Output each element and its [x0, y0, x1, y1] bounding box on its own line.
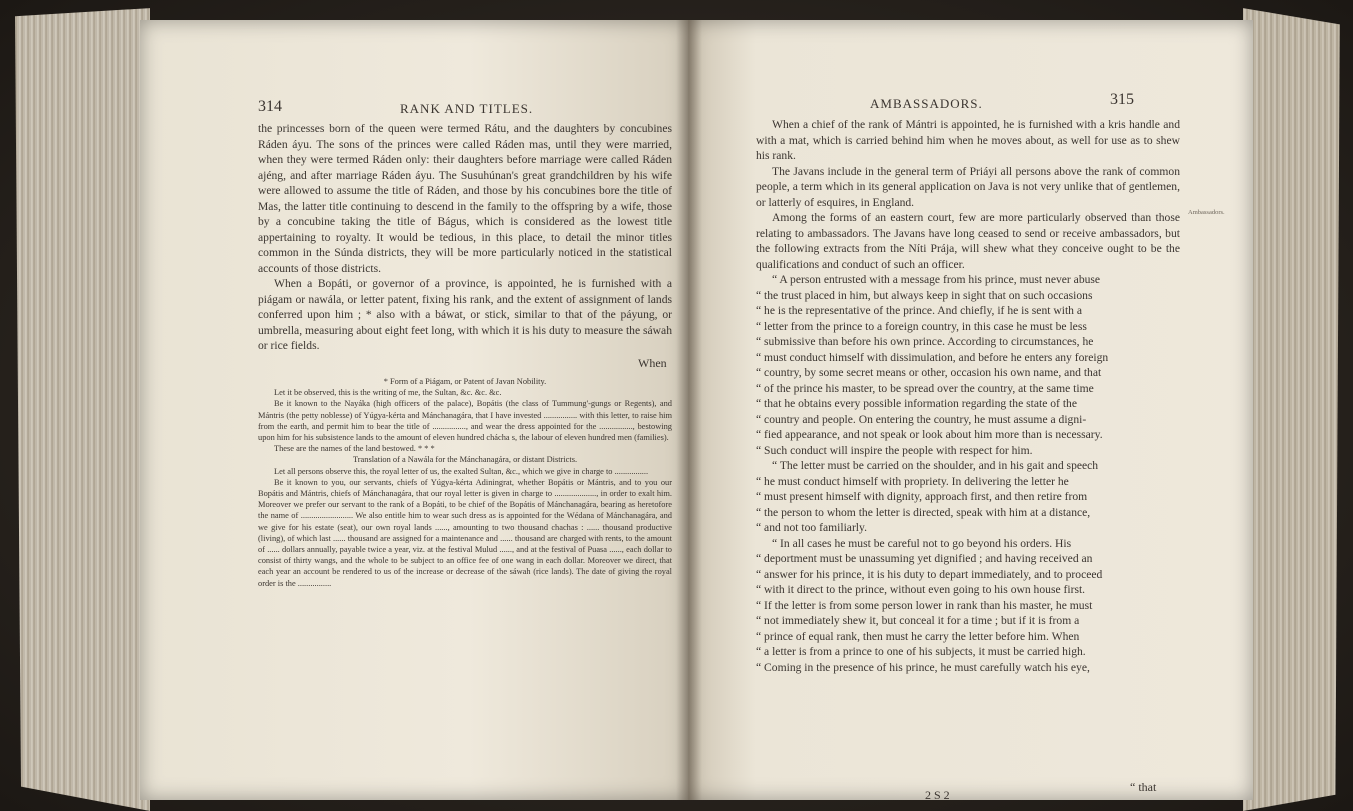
quote-line: “ Such conduct will inspire the people with respect for him.: [756, 443, 1033, 457]
quote-line: “ a letter is from a prince to one of his subjects, it must be carried high.: [756, 645, 1086, 658]
footnote-para-2: Be it known to the Nayáka (high officers of the palace), Bopátis (the class of Tummung'-gungs or Regents), and Mántris (the petty noblesse) of Yúgya-kérta and Mánchanagára, that I have invested ................ with this letter, to raise him from the earth, and permit him to bear the title of ................, and wear the dress appointed for the ................, bestowing upon him for his subsistence lands to the amount of eleven hundred chácha s, the labour of eleven hundred men (families).: [258, 399, 672, 443]
footnote-para-4: Let all persons observe this, the royal letter of us, the exalted Sultan, &c., which we give in charge to ................: [274, 466, 649, 476]
left-paragraph-2: When a Bopáti, or governor of a province, is appointed, he is furnished with a piágam or nawála, or letter patent, fixing his rank, and the extent of assignment of lands conferred upon him ; * also with a báwat, or stick, similar to that of the páyung, or umbrella, measuring about eight feet long, with which it is his duty to measure the sáwah or rice fields.: [258, 277, 672, 352]
quote-line: “ answer for his prince, it is his duty to depart immediately, and to proceed: [756, 567, 1103, 581]
quote-line: “ and not too familiarly.: [756, 521, 867, 534]
quote-line: “ Coming in the presence of his prince, he must carefully watch his eye,: [756, 660, 1090, 674]
quote-line: “ with it direct to the prince, without even going to his own house first.: [756, 583, 1086, 596]
quote-line: “ he must conduct himself with propriety. In delivering the letter he: [756, 474, 1069, 488]
left-page-edges: [0, 0, 150, 811]
right-paragraph-1: When a chief of the rank of Mántri is appointed, he is furnished with a kris handle and with a mat, which is carried behind him when he moves about, as well for use as to shew his rank.: [756, 118, 1180, 162]
quote-line: “ deportment must be unassuming yet dignified ; and having received an: [756, 552, 1093, 565]
quote-line: “ he is the representative of the prince. And chiefly, if he is sent with a: [756, 304, 1083, 317]
left-running-head: RANK AND TITLES.: [400, 101, 534, 116]
right-running-head: AMBASSADORS.: [870, 96, 983, 111]
left-paragraph-1: the princesses born of the queen were termed Rátu, and the daughters by concubines Ráden áyu. The sons of the princes were called Ráden mas, until they were married, when they were termed Ráden only: their daughters before marriage were called Ráden ajéng, and after marriage Ráden áyu. The Susuhúnan's great grandchildren by his wife were allowed to assume the title of Ráden, and those by his concubines bore the title of Mas, the latter title continuing to descend in the family to the offspring by a wife, those by a concubine taking the title of Bágus, which is considered as the lowest title appertaining to royalty. It would be tedious, in this place, to detail the minor titles common in the Súnda districts, they will be more particularly noticed in the statistical accounts of those districts.: [258, 122, 672, 275]
right-body: [756, 117, 1180, 675]
left-page-number: 314: [258, 98, 282, 115]
right-page-edges: [1243, 0, 1353, 811]
quote-line: “ submissive than before his own prince. According to circumstances, he: [756, 335, 1094, 348]
quote-line: “ A person entrusted with a message from his prince, must never abuse: [772, 273, 1101, 286]
quote-line: “ The letter must be carried on the shoulder, and in his gait and speech: [772, 459, 1099, 472]
quote-line: “ must conduct himself with dissimulation, and before he enters any foreign: [756, 350, 1109, 364]
quote-line: “ the trust placed in him, but always keep in sight that on such occasions: [756, 288, 1093, 302]
right-catchword: “ that: [1130, 780, 1157, 794]
quote-line: “ In all cases he must be careful not to go beyond his orders. His: [772, 536, 1072, 550]
footnote-para-3: These are the names of the land bestowed. * * *: [274, 444, 435, 454]
printer-signature: 2 S 2: [925, 788, 950, 802]
left-body: [258, 121, 672, 354]
quote-line: “ country, by some secret means or other, occasion his own name, and that: [756, 366, 1102, 379]
right-paragraph-3: Among the forms of an eastern court, few are more particularly observed than those relating to ambassadors. The Javans have long ceased to send or receive ambassadors, but the following extracts from the Níti Prája, will shew what they conceive ought to be the qualifications and conduct of such an officer.: [756, 211, 1180, 271]
quote-line: “ must present himself with dignity, approach first, and then retire from: [756, 490, 1088, 503]
quote-line: “ letter from the prince to a foreign country, in this case he must be less: [756, 319, 1087, 333]
quote-line: “ country and people. On entering the country, he must assume a digni-: [756, 412, 1087, 426]
quote-line: “ If the letter is from some person lower in rank than his master, he must: [756, 598, 1093, 612]
right-paragraph-2: The Javans include in the general term of Priáyi all persons above the rank of common people, a term which in its general application on Java is not very unlike that of gentlemen, or latterly of esquires, in England.: [756, 164, 1180, 209]
footnote-title-nawala: Translation of a Nawála for the Mánchanagára, or distant Districts.: [352, 455, 578, 465]
footnote-title-piagam: * Form of a Piágam, or Patent of Javan Nobility.: [383, 377, 547, 386]
left-catchword: When: [638, 356, 667, 370]
quote-line: “ of the prince his master, to be spread over the country, at the same time: [756, 381, 1094, 395]
margin-note-ambassadors: Ambassadors.: [1188, 209, 1225, 216]
quote-line: “ that he obtains every possible information regarding the state of the: [756, 397, 1077, 410]
footnote-para-1: Let it be observed, this is the writing of me, the Sultan, &c. &c. &c.: [274, 388, 502, 398]
footnote-para-5: Be it known to you, our servants, chiefs of Yúgya-kérta Adiningrat, whether Bopátis or Mántris, and to you our Bopátis and Mántris, chiefs of Mánchanagára, that our royal letter is given in charge to ...................., in order to exalt him. Moreover we prefer our servant to the rank of a Bopáti, to be chief of the Bopátis of Mánchanagára, bearing as heretofore the name of ......................... We also entitle him to wear such dress as is appointed for the Wédana of Mánchanagára, and we give for his estate (seat), our own royal lands ......, amounting to two thousand chachas : ...... thousand productive (living), of which last ...... thousand are assigned for a maintenance and ...... thousand are charged with rents, to the amount of ...... dollars annually, payable twice a year, viz. at the festival Mulud ......, and at the festival of Puasa ......, each dollar to consist of thirty wangs, and the whole to be subject to an office fee of one wang in each dollar. Moreover we direct, that each year an account be rendered to us of the increase or decrease of the sáwah (rice lands). The date of giving the royal order is the ................: [258, 477, 672, 588]
quote-line: “ the person to whom the letter is directed, speak with him at a distance,: [756, 505, 1091, 519]
quote-line: “ prince of equal rank, then must he carry the letter before him. When: [756, 629, 1080, 643]
quote-line: “ not immediately shew it, but conceal it for a time ; but if it is from a: [756, 614, 1080, 627]
right-page-number: 315: [1110, 91, 1134, 108]
book-gutter: [676, 20, 702, 800]
quote-line: “ fied appearance, and not speak or look about him more than is necessary.: [756, 428, 1103, 441]
left-footnote: [258, 376, 672, 589]
